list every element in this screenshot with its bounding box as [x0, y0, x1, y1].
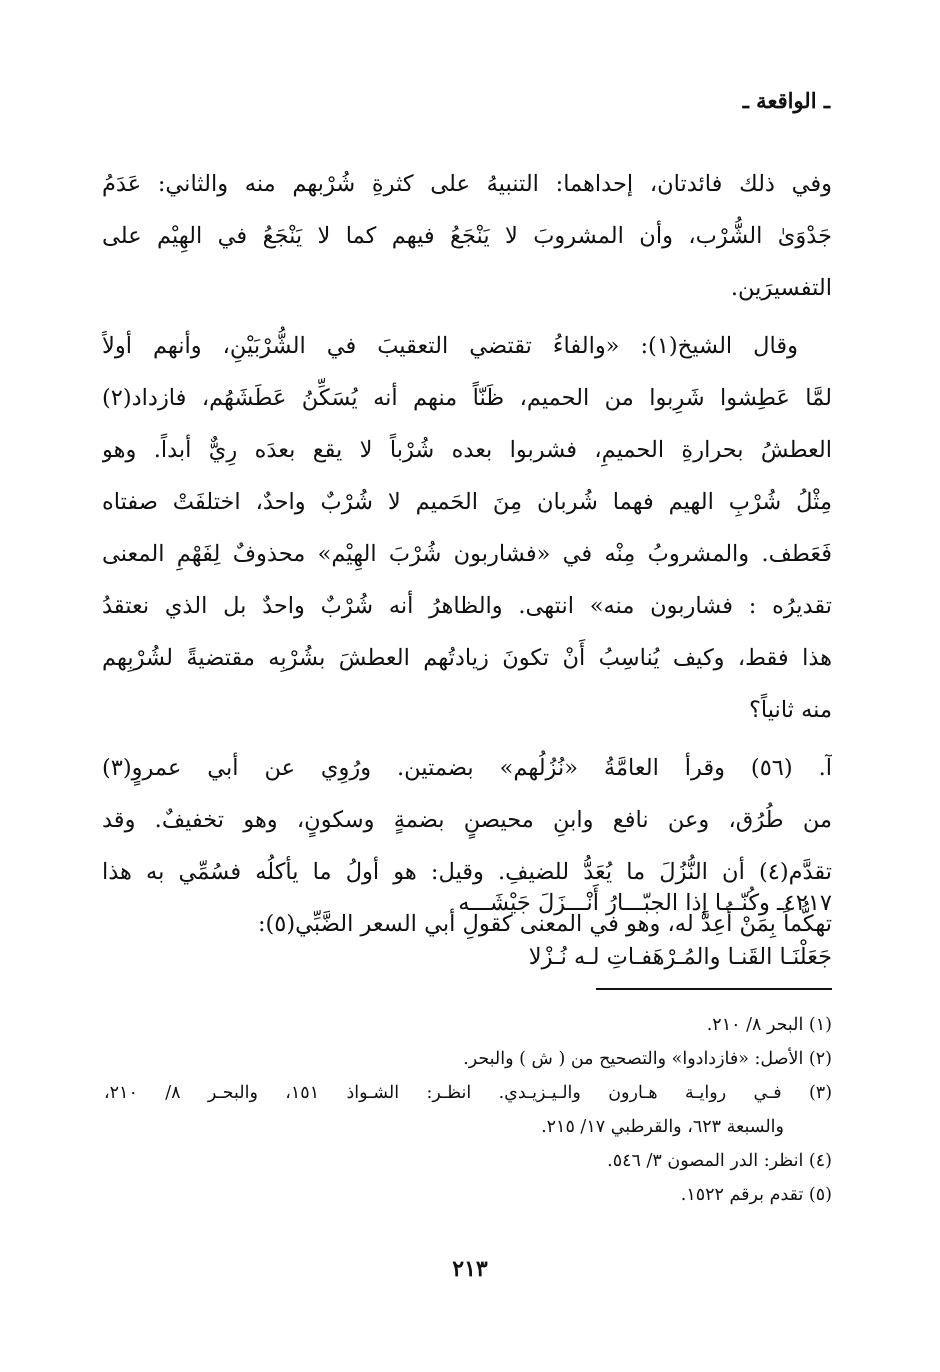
footnote: (٥) تقدم برقم ١٥٢٢.: [680, 1185, 832, 1205]
footnote: (٤) انظر: الدر المصون ٣/ ٥٤٦.: [607, 1151, 832, 1171]
text-line: تهكُّماً بِمَنْ أُعِدَّ له، وهو في المعنى كقولِ أبي السعر الضَّبِّي(٥):: [257, 911, 832, 937]
text-line: تقديرُه : فشاربون منه» انتهى. والظاهرُ أنه شُرْبٌ واحدٌ بل الذي نعتقدُ: [102, 593, 832, 619]
text-line: من طُرُق، وعن نافع وابنِ محيصنٍ بضمةٍ وسكونٍ، وهو تخفيفٌ. وقد: [102, 807, 832, 833]
footnote: (٣) فـي روايـة هـارون والـيـزيـدي. انظـر: الشـواذ ١٥١، والبحـر ٨/ ٢١٠،: [104, 1083, 832, 1103]
page-number: ٢١٣: [452, 1256, 488, 1282]
poem-hemistich: ٤٢١٧ـ وكُنّـــا إذا الجبّـــارُ أَنْـــزَلَ جَيْشَـــه: [458, 890, 832, 916]
text-line: مِثْلُ شُرْبِ الهيم فهما شُربان مِنَ الحَميم لا شُرْبٌ واحدٌ، اختلفَتْ صفتاه: [102, 489, 832, 515]
running-head: ـ الواقعة ـ: [742, 88, 830, 113]
poem-hemistich: جَعَلْنَـا القَنـا والمُـرْهَفـاتِ لـه نُـزْلا: [528, 944, 832, 970]
footnote-continuation: والسبعة ٦٢٣، والقرطبي ١٧/ ٢١٥.: [541, 1117, 784, 1137]
poem-verse: [104, 876, 832, 984]
text-line: آ. (٥٦) وقرأ العامَّةُ «نُزُلُهم» بضمتين. ورُوِي عن أبي عمروٍ(٣): [102, 755, 832, 781]
footnote-separator: [596, 988, 832, 990]
text-line: فَعَطف. والمشروبُ مِنْه في «فشاربون شُرْبَ الهِيْم» محذوفٌ لِفَهْمِ المعنى: [102, 541, 832, 567]
text-line: وقال الشيخ(١): «والفاءُ تقتضي التعقيبَ في الشُّرْبَيْنِ، وأنهم أولاً: [102, 333, 798, 359]
text-line: لمَّا عَطِشوا شَرِبوا من الحميم، ظَنّاً منهم أنه يُسَكِّنُ عَطَشَهُم، فازداد(٢): [102, 385, 832, 411]
footnote: (١) البحر ٨/ ٢١٠.: [706, 1015, 832, 1035]
footnotes: [104, 1008, 832, 1212]
text-line: وفي ذلك فائدتان، إحداهما: التنبيهُ على كثرةِ شُرْبهم منه والثاني: عَدَمُ: [102, 171, 832, 197]
text-line: تقدَّم(٤) أن النُّزُلَ ما يُعَدُّ للضيفِ. وقيل: هو أولُ ما يأكلُه فسُمِّي به هذا: [102, 859, 832, 885]
text-line: جَدْوَىٰ الشُّرْب، وأن المشروبَ لا يَنْجَعُ فيهم كما لا يَنْجَعُ في الهِيْم على: [102, 223, 832, 249]
footnote: (٢) الأصل: «فازدادوا» والتصحيح من ( ش ) والبحر.: [463, 1049, 832, 1069]
main-text: [102, 158, 832, 950]
text-line: منه ثانياً؟: [748, 697, 832, 723]
text-line: التفسيرَين.: [730, 275, 832, 301]
text-line: العطشُ بحرارةِ الحميمِ، فشربوا بعده شُرْباً لا يقع بعدَه رِيٌّ أبداً. وهو: [102, 437, 832, 463]
text-line: هذا فقط، وكيف يُناسِبُ أَنْ تكونَ زيادتُهم العطشَ بشُرْبِه مقتضيةً لشُرْبِهم: [102, 645, 832, 671]
